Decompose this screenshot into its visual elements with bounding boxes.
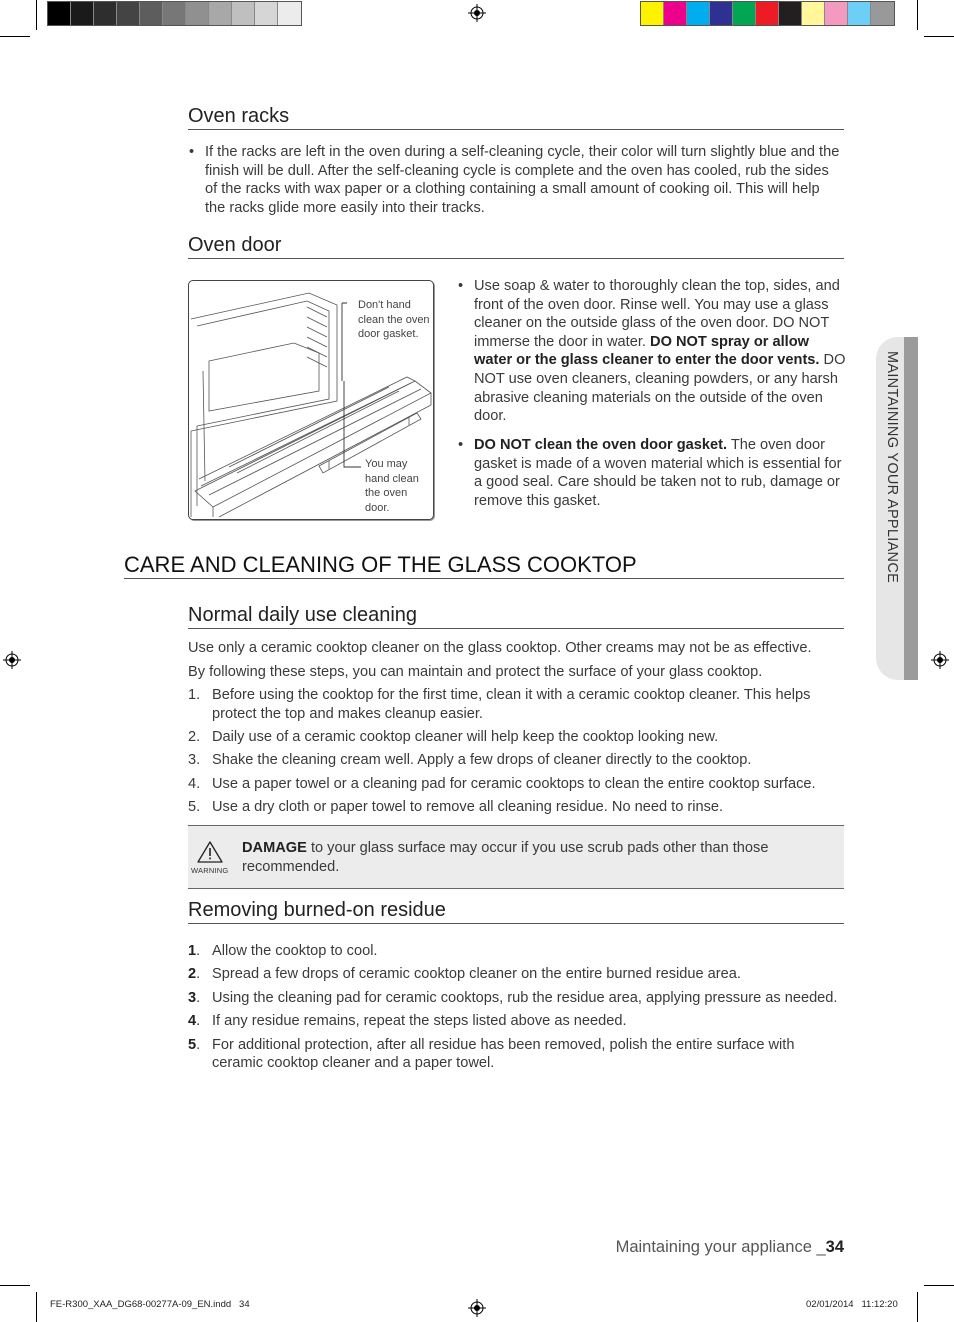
crop-mark <box>0 1285 30 1286</box>
step-text: Spread a few drops of ceramic cooktop cleaner on the entire burned residue area. <box>212 966 741 983</box>
registration-mark-icon <box>3 651 21 669</box>
color-swatch <box>733 2 756 25</box>
glass-cooktop-heading: CARE AND CLEANING OF THE GLASS COOKTOP <box>124 552 844 579</box>
color-swatch <box>48 2 71 25</box>
oven-door-b2-bold: DO NOT clean the oven door gasket. <box>474 437 728 453</box>
color-swatch <box>140 2 163 25</box>
normal-daily-para-1: Use only a ceramic cooktop cleaner on the glass cooktop. Other creams may not be as effective. <box>188 640 812 656</box>
step-text: Using the cleaning pad for ceramic cooktops, rub the residue area, applying pressure as needed. <box>212 989 838 1006</box>
step-number-bold: 4 <box>188 1013 197 1030</box>
step-number-bold: 2 <box>188 966 197 983</box>
side-tab-label: MAINTAINING YOUR APPLIANCE <box>884 351 900 584</box>
step-text: For additional protection, after all residue has been removed, polish the entire surface with ceramic cooktop cleaner and a paper towel. <box>212 1036 795 1072</box>
warning-body: to your glass surface may occur if you use scrub pads other than those recommended. <box>242 840 769 875</box>
normal-daily-steps <box>188 686 844 817</box>
warning-text <box>242 839 832 876</box>
burned-on-steps <box>188 942 844 1073</box>
registration-mark-icon <box>468 4 486 22</box>
section-side-tab <box>876 337 918 680</box>
color-swatch <box>779 2 802 25</box>
callout-gasket: Don't hand clean the oven door gasket. <box>358 299 430 340</box>
bullet-dot: • <box>189 144 195 160</box>
crop-mark <box>917 0 918 30</box>
crop-mark <box>924 36 954 37</box>
list-item <box>188 989 844 1008</box>
step-number: 1. <box>188 943 201 959</box>
list-item <box>188 728 844 747</box>
color-swatch <box>710 2 733 25</box>
registration-mark-icon <box>931 651 949 669</box>
color-swatch <box>756 2 779 25</box>
step-number: 3. <box>188 752 201 769</box>
color-swatch <box>94 2 117 25</box>
warning-label: WARNING <box>191 866 229 875</box>
list-item <box>188 1036 844 1073</box>
footer-section: Maintaining your appliance _ <box>615 1238 826 1256</box>
color-swatch <box>687 2 710 25</box>
normal-daily-heading: Normal daily use cleaning <box>188 603 844 629</box>
step-text: Shake the cleaning cream well. Apply a few drops of cleaner directly to the cooktop. <box>212 752 752 769</box>
step-number: 2. <box>188 966 201 983</box>
bullet-dot: • <box>458 437 464 453</box>
oven-racks-text: If the racks are left in the oven during a self-cleaning cycle, their color will turn slightly blue and the finish will be dull. After the self-cleaning cycle is complete and the oven has cooled, rub the sides of the racks with wax paper or a clothing containing a small amount of cooking oil. This will help the racks glide more easily into their tracks. <box>205 144 840 216</box>
warning-box <box>188 825 844 889</box>
crop-mark <box>36 1292 37 1322</box>
oven-door-b2-post: The oven door gasket is made of a woven material which is essential for a good seal. Care should be taken not to rub, damage or remove this gasket. <box>474 437 842 509</box>
oven-door-illustration <box>188 280 434 520</box>
step-number-bold: 5 <box>188 1036 197 1053</box>
color-swatch <box>255 2 278 25</box>
crop-mark <box>0 36 30 37</box>
grayscale-color-bar <box>47 1 302 26</box>
crop-mark <box>924 1285 954 1286</box>
page-footer <box>616 1238 844 1257</box>
callout-door: You may hand clean the oven door. <box>365 458 419 514</box>
oven-door-bullet-1 <box>458 277 846 426</box>
oven-door-b1-post: DO NOT use oven cleaners, cleaning powders, or any harsh abrasive cleaning materials on the outside of the oven door. <box>474 352 846 425</box>
step-text: Use a paper towel or a cleaning pad for ceramic cooktops to clean the entire cooktop surface. <box>212 775 816 792</box>
step-number: 5. <box>188 799 201 816</box>
registration-mark-icon <box>468 1299 486 1317</box>
color-swatch <box>278 2 301 25</box>
list-item <box>188 965 844 984</box>
color-swatch <box>825 2 848 25</box>
list-item <box>188 942 844 961</box>
color-swatch <box>163 2 186 25</box>
oven-door-bullet-2 <box>458 436 846 510</box>
oven-door-b1-bold: DO NOT spray or allow water or the glass cleaner to enter the door vents. <box>474 333 820 369</box>
color-swatch <box>802 2 825 25</box>
oven-door-b1-pre: Use soap & water to thoroughly clean the top, sides, and front of the oven door. Rinse well. You may use a glass cleaner on the outside glass of the oven door. DO NOT immerse the door in water. <box>474 278 840 350</box>
list-item <box>188 775 844 794</box>
color-swatch <box>71 2 94 25</box>
normal-daily-para-2: By following these steps, you can maintain and protect the surface of your glass cooktop. <box>188 664 763 680</box>
color-swatch <box>209 2 232 25</box>
step-text: If any residue remains, repeat the steps listed above as needed. <box>212 1013 627 1030</box>
crop-mark <box>36 0 37 30</box>
warning-bold: DAMAGE <box>242 840 307 856</box>
list-item <box>188 686 844 723</box>
color-swatch <box>664 2 687 25</box>
crop-mark <box>917 1292 918 1322</box>
step-number-bold: 1 <box>188 943 197 959</box>
side-tab-stripe <box>904 337 918 680</box>
list-item <box>188 798 844 817</box>
step-text: Use a dry cloth or paper towel to remove all cleaning residue. No need to rinse. <box>212 799 724 816</box>
step-number: 5. <box>188 1036 201 1053</box>
color-swatch <box>186 2 209 25</box>
color-swatch <box>871 2 894 25</box>
oven-racks-heading: Oven racks <box>188 104 844 130</box>
step-number: 4. <box>188 1013 201 1030</box>
bullet-dot: • <box>458 278 464 294</box>
date-slug: 02/01/2014 11:12:20 <box>806 1299 898 1310</box>
oven-racks-bullet <box>189 143 840 217</box>
step-number: 1. <box>188 687 201 703</box>
file-slug: FE-R300_XAA_DG68-00277A-09_EN.indd 34 <box>50 1299 250 1310</box>
step-text: Allow the cooktop to cool. <box>212 943 378 959</box>
step-text: Before using the cooktop for the first time, clean it with a ceramic cooktop cleaner. This helps protect the top and makes cleanup easier. <box>212 687 811 722</box>
color-swatch <box>641 2 664 25</box>
color-swatch <box>117 2 140 25</box>
warning-triangle-icon <box>196 840 224 864</box>
page-number: 34 <box>825 1238 844 1256</box>
color-swatch <box>232 2 255 25</box>
step-text: Daily use of a ceramic cooktop cleaner will help keep the cooktop looking new. <box>212 728 719 745</box>
color-swatch <box>848 2 871 25</box>
step-number: 4. <box>188 775 201 792</box>
step-number-bold: 3 <box>188 989 197 1006</box>
list-item <box>188 1012 844 1031</box>
step-number: 3. <box>188 989 201 1006</box>
step-number: 2. <box>188 728 201 745</box>
burned-on-heading: Removing burned-on residue <box>188 898 844 924</box>
process-color-bar <box>640 1 895 26</box>
list-item <box>188 751 844 770</box>
oven-door-heading: Oven door <box>188 233 844 259</box>
